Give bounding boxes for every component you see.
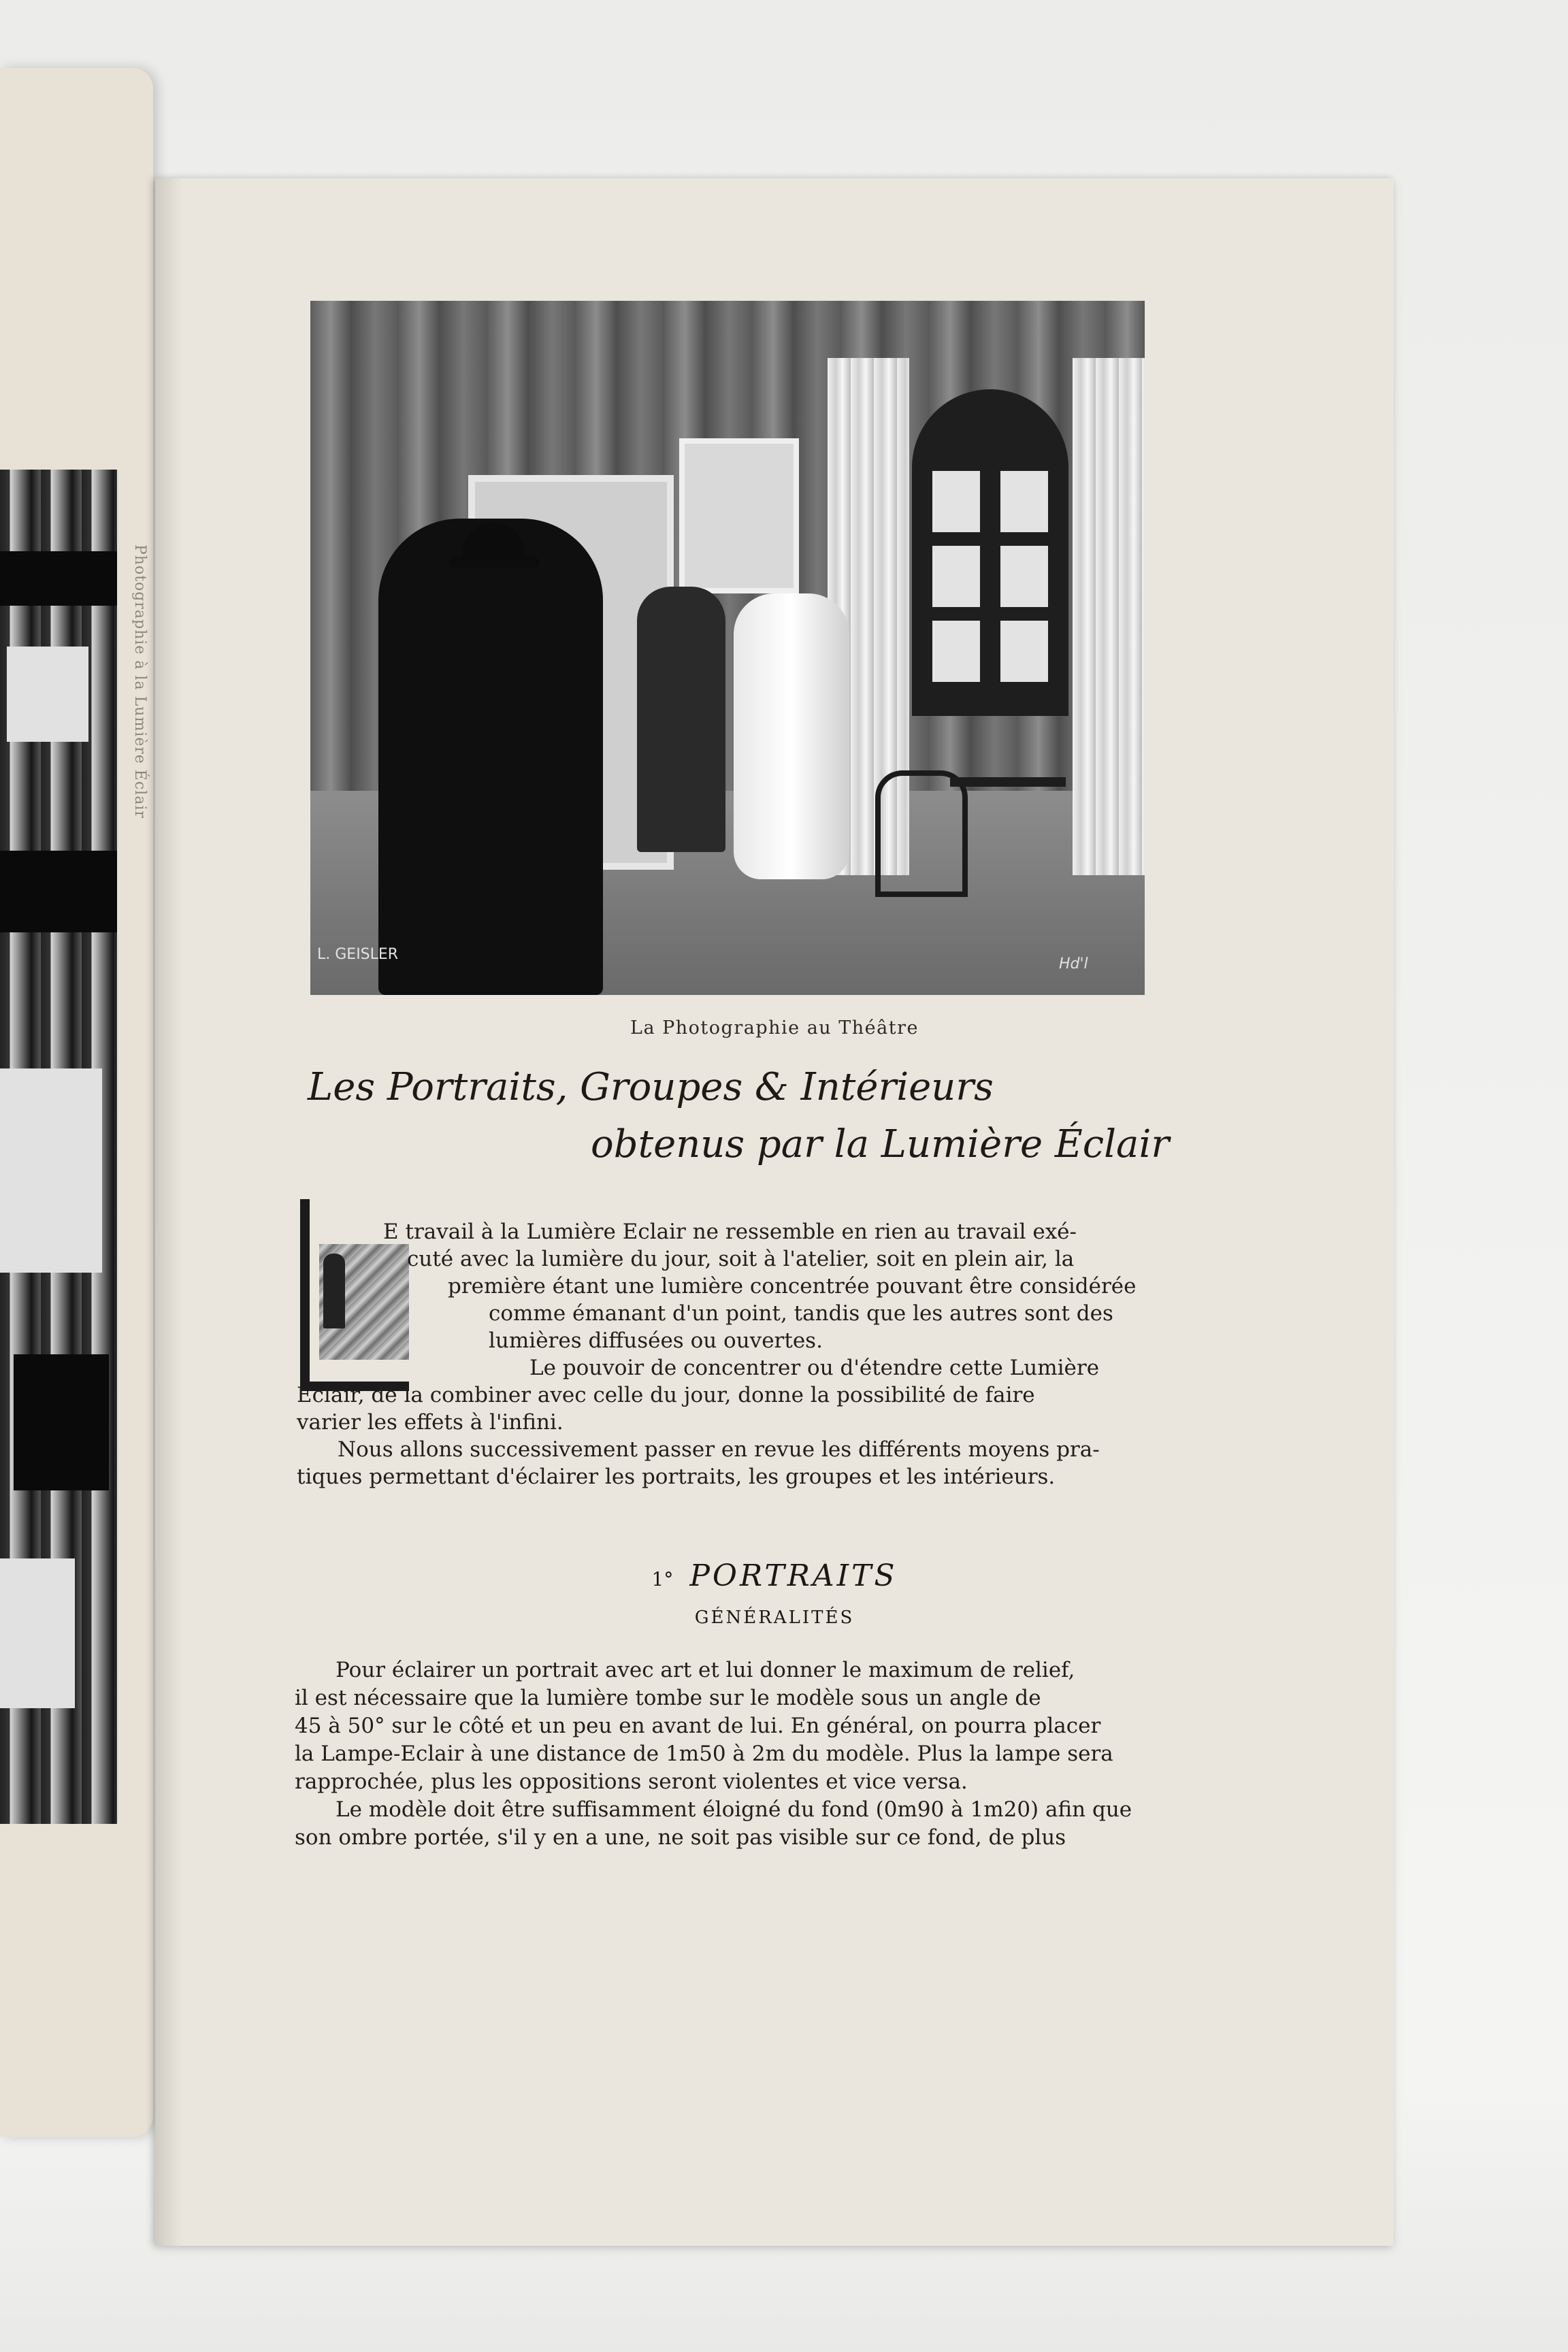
intro-line-4-wrap	[489, 1300, 1145, 1327]
heading-line-1: Les Portraits, Groupes & Intérieurs	[308, 1065, 994, 1109]
heading-line-2: obtenus par la Lumière Éclair	[591, 1122, 1170, 1166]
section-number: 1°	[651, 1568, 674, 1590]
intro-line-5-wrap	[489, 1327, 1145, 1354]
photo-signature-left: L. GEISLER	[317, 946, 399, 963]
intro-line: E travail à la Lumière Eclair ne ressemble en rien au travail exé-	[383, 1220, 1077, 1244]
section-title	[155, 1558, 1394, 1593]
intro-wide-block	[297, 1382, 1145, 1490]
intro-line-3-wrap	[448, 1273, 1145, 1300]
side-table	[950, 777, 1066, 889]
intro-line-2-wrap	[407, 1245, 1145, 1273]
intro-line: varier les effets à l'infini.	[297, 1410, 564, 1435]
gentleman-figure	[637, 587, 725, 852]
intro-line: Nous allons successivement passer en revue les différents moyens pra-	[338, 1437, 1100, 1462]
theatre-photograph	[310, 301, 1145, 995]
arched-window	[912, 389, 1068, 716]
intro-line: première étant une lumière concentrée pouvant être considérée	[448, 1274, 1137, 1298]
body-line: la Lampe-Eclair à une distance de 1m50 à 2m du modèle. Plus la lampe sera	[295, 1742, 1113, 1766]
lady-in-white-figure	[734, 593, 849, 879]
man-in-bowler-hat-figure	[378, 519, 603, 995]
flower-painting	[679, 438, 799, 593]
photo-signature-right: Hd'l	[1059, 956, 1088, 973]
page-gutter-shadow	[155, 178, 182, 2246]
body-line: 45 à 50° sur le côté et un peu en avant de lui. En général, on pourra placer	[295, 1714, 1101, 1738]
body-line: Pour éclairer un portrait avec art et lui donner le maximum de relief,	[336, 1658, 1075, 1682]
intro-line: tiques permettant d'éclairer les portraits, les groupes et les intérieurs.	[297, 1465, 1056, 1489]
body-line: son ombre portée, s'il y en a une, ne soit pas visible sur ce fond, de plus	[295, 1825, 1066, 1850]
intro-line-6-wrap	[529, 1354, 1145, 1382]
intro-line: Eclair, de la combiner avec celle du jour, donne la possibilité de faire	[297, 1383, 1035, 1407]
intro-line: cuté avec la lumière du jour, soit à l'atelier, soit en plein air, la	[407, 1247, 1075, 1271]
body-line: il est nécessaire que la lumière tombe sur le modèle sous un angle de	[295, 1686, 1041, 1710]
section-subtitle: GÉNÉRALITÉS	[694, 1607, 855, 1628]
intro-line: comme émanant d'un point, tandis que les autres sont des	[489, 1301, 1113, 1326]
left-page-spine-text: Photographie à la Lumière Éclair	[131, 544, 148, 819]
drop-cap-figure	[323, 1254, 345, 1328]
left-facing-page	[0, 68, 153, 2137]
intro-line: lumières diffusées ou ouvertes.	[489, 1328, 823, 1353]
document-page	[155, 178, 1394, 2246]
left-page-photograph	[0, 470, 117, 1824]
body-paragraphs	[295, 1656, 1145, 1852]
body-line: rapprochée, plus les oppositions seront violentes et vice versa.	[295, 1769, 968, 1794]
drape-right	[1073, 358, 1145, 875]
bowler-hat-brim	[449, 557, 539, 568]
intro-line: Le pouvoir de concentrer ou d'étendre cette Lumière	[529, 1356, 1100, 1380]
photo-caption: La Photographie au Théâtre	[630, 1017, 919, 1039]
section-title-text: PORTRAITS	[689, 1558, 898, 1593]
body-line: Le modèle doit être suffisamment éloigné du fond (0m90 à 1m20) afin que	[336, 1797, 1132, 1822]
intro-first-line	[383, 1218, 1145, 1245]
